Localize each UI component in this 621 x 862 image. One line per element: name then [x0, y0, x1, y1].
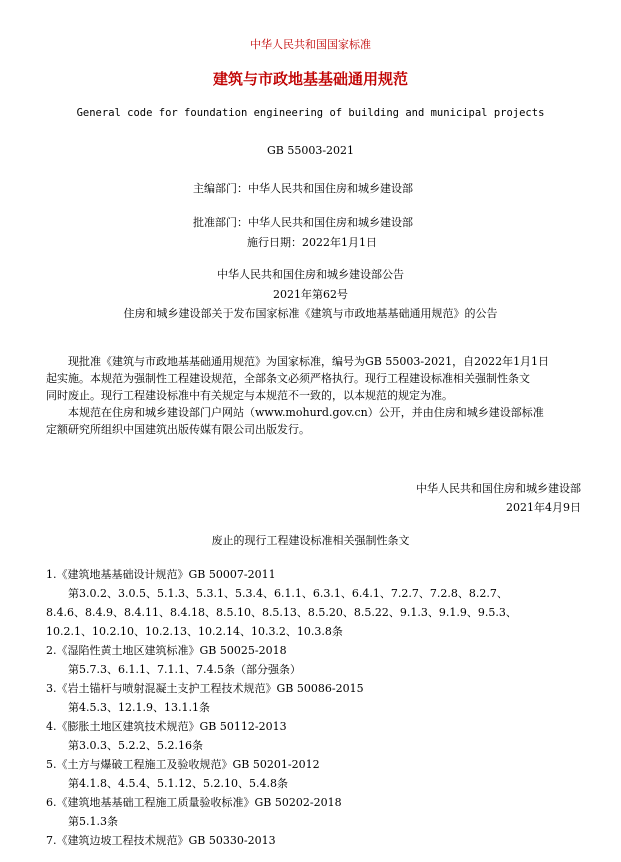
body-paragraph-1: [46, 353, 591, 404]
signature-date: 2021年4月9日: [506, 501, 581, 514]
list-item-clauses: 第5.7.3、6.1.1、7.1.1、7.4.5条（部分强条）: [68, 663, 301, 676]
list-item-title: 2.《湿陷性黄土地区建筑标准》GB 50025-2018: [46, 644, 287, 657]
list-item-clauses: 8.4.6、8.4.9、8.4.11、8.4.18、8.5.10、8.5.13、8.5.20、8.5.22、9.1.3、9.1.9、9.5.3、: [46, 606, 517, 619]
standard-code: GB 55003-2021: [266, 144, 355, 157]
national-standard-label: 中华人民共和国国家标准: [250, 38, 371, 51]
para2-line: 本规范在住房和城乡建设部门户网站（www.mohurd.gov.cn）公开，并由住房和城乡建设部标准: [68, 406, 544, 419]
list-item-title: 7.《建筑边坡工程技术规范》GB 50330-2013: [46, 834, 276, 847]
para2-line: 定额研究所组织中国建筑出版传媒有限公司出版发行。: [46, 423, 310, 436]
list-item-clauses: 第3.0.2、3.0.5、5.1.3、5.3.1、5.3.4、6.1.1、6.3.1、6.4.1、7.2.7、7.2.8、8.2.7、: [68, 587, 508, 600]
body-paragraph-2: [46, 404, 591, 438]
list-item-clauses: 第4.5.3、12.1.9、13.1.1条: [68, 701, 210, 714]
list-item-clauses: 10.2.1、10.2.10、10.2.13、10.2.14、10.3.2、10.3.8条: [46, 625, 343, 638]
list-item-title: 6.《建筑地基基础工程施工质量验收标准》GB 50202-2018: [46, 796, 342, 809]
announcement-number: 2021年第62号: [273, 288, 348, 301]
para1-line: 起实施。本规范为强制性工程建设规范，全部条文必须严格执行。现行工程建设标准相关强制性条文: [46, 372, 530, 385]
title-en: General code for foundation engineering of building and municipal projects: [76, 107, 545, 119]
announcement-subject: 住房和城乡建设部关于发布国家标准《建筑与市政地基基础通用规范》的公告: [123, 307, 498, 320]
editor-dept: 主编部门：中华人民共和国住房和城乡建设部: [193, 182, 413, 195]
list-item-clauses: 第4.1.8、4.5.4、5.1.12、5.2.10、5.4.8条: [68, 777, 288, 790]
approval-dept: 批准部门：中华人民共和国住房和城乡建设部: [193, 216, 413, 229]
signature-org: 中华人民共和国住房和城乡建设部: [416, 482, 581, 495]
list-item-title: 1.《建筑地基基础设计规范》GB 50007-2011: [46, 568, 276, 581]
para1-line: 同时废止。现行工程建设标准中有关规定与本规范不一致的，以本规范的规定为准。: [46, 389, 453, 402]
list-item-title: 5.《土方与爆破工程施工及验收规范》GB 50201-2012: [46, 758, 320, 771]
list-item-clauses: 第5.1.3条: [68, 815, 118, 828]
effective-date: 施行日期：2022年1月1日: [247, 236, 377, 249]
list-item-clauses: 第3.0.3、5.2.2、5.2.16条: [68, 739, 203, 752]
title-cn: 建筑与市政地基基础通用规范: [212, 70, 408, 88]
announcement-issuer: 中华人民共和国住房和城乡建设部公告: [217, 268, 404, 281]
list-item-title: 3.《岩土锚杆与喷射混凝土支护工程技术规范》GB 50086-2015: [46, 682, 364, 695]
para1-line: 现批准《建筑与市政地基基础通用规范》为国家标准，编号为GB 55003-2021，自2022年1月1日: [68, 355, 550, 368]
list-item-title: 4.《膨胀土地区建筑技术规范》GB 50112-2013: [46, 720, 287, 733]
abolished-heading: 废止的现行工程建设标准相关强制性条文: [211, 534, 410, 547]
